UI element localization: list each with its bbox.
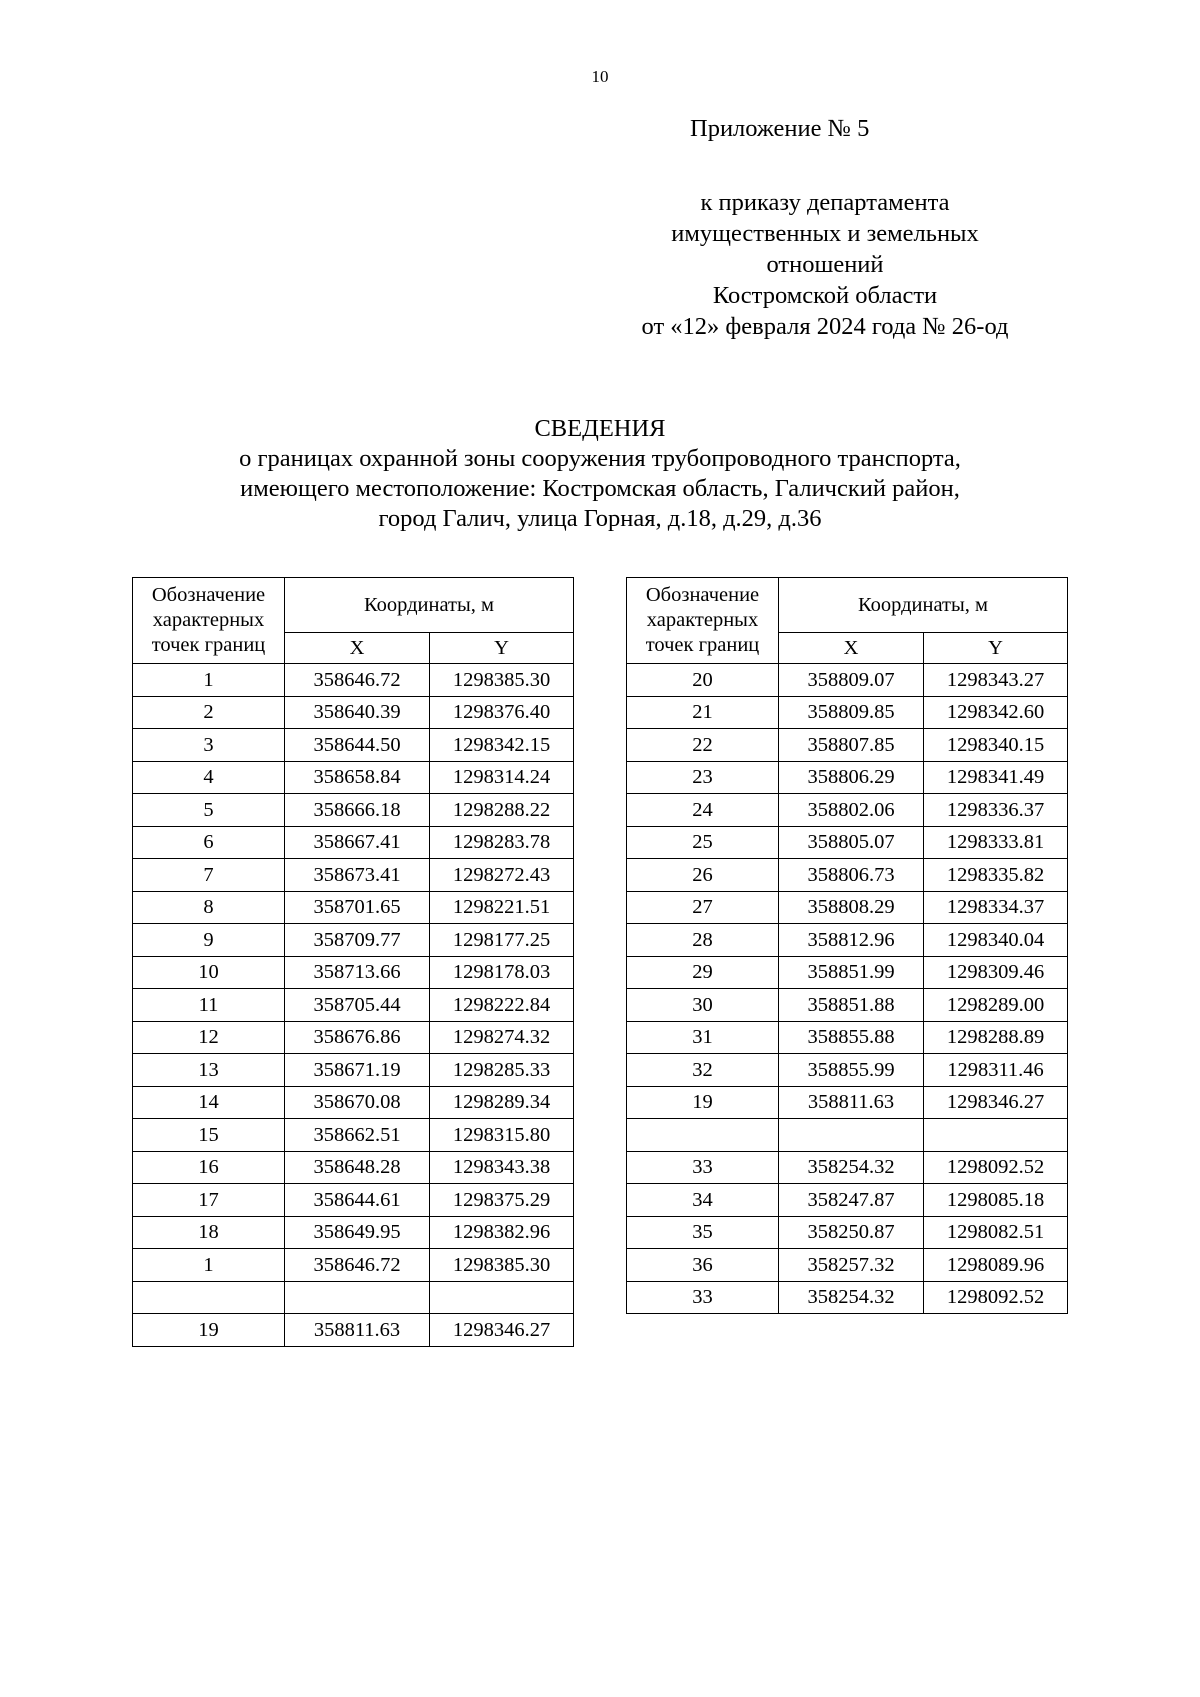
- table-row: [133, 696, 574, 729]
- point-number-cell: 28: [627, 924, 779, 957]
- point-number-cell: 22: [627, 729, 779, 762]
- y-coordinate-cell: 1298289.00: [924, 989, 1068, 1022]
- x-coordinate-cell: 358257.32: [779, 1249, 924, 1282]
- table-row: [627, 859, 1068, 892]
- title-line: о границах охранной зоны сооружения трубопроводного транспорта,: [239, 445, 961, 472]
- y-coordinate-cell: 1298178.03: [430, 956, 574, 989]
- x-coordinate-cell: [285, 1281, 430, 1314]
- x-coordinate-cell: 358709.77: [285, 924, 430, 957]
- table-row: [627, 891, 1068, 924]
- header-point-line: точек границ: [151, 634, 266, 656]
- y-coordinate-cell: 1298340.15: [924, 729, 1068, 762]
- x-coordinate-cell: 358809.85: [779, 696, 924, 729]
- table-row: [133, 859, 574, 892]
- point-number-cell: 32: [627, 1054, 779, 1087]
- y-coordinate-cell: 1298341.49: [924, 761, 1068, 794]
- point-number-cell: 9: [133, 924, 285, 957]
- header-coordinates: Координаты, м: [285, 578, 574, 633]
- y-coordinate-cell: 1298342.15: [430, 729, 574, 762]
- header-point-line: точек границ: [645, 634, 760, 656]
- table-row: [627, 1249, 1068, 1282]
- y-coordinate-cell: 1298221.51: [430, 891, 574, 924]
- table-row: [133, 1216, 574, 1249]
- table-row: [627, 956, 1068, 989]
- y-coordinate-cell: 1298343.38: [430, 1151, 574, 1184]
- table-body-right: [627, 664, 1068, 1314]
- x-coordinate-cell: 358855.88: [779, 1021, 924, 1054]
- order-ref-line: имущественных и земельных: [671, 220, 979, 247]
- table-row: [133, 1054, 574, 1087]
- x-coordinate-cell: 358667.41: [285, 826, 430, 859]
- x-coordinate-cell: 358640.39: [285, 696, 430, 729]
- table-row: [133, 956, 574, 989]
- x-coordinate-cell: 358851.99: [779, 956, 924, 989]
- x-coordinate-cell: 358812.96: [779, 924, 924, 957]
- table-row: [133, 1314, 574, 1347]
- y-coordinate-cell: 1298376.40: [430, 696, 574, 729]
- y-coordinate-cell: 1298082.51: [924, 1216, 1068, 1249]
- table-row: [627, 1216, 1068, 1249]
- point-number-cell: 2: [133, 696, 285, 729]
- x-coordinate-cell: 358254.32: [779, 1281, 924, 1314]
- y-coordinate-cell: 1298346.27: [924, 1086, 1068, 1119]
- y-coordinate-cell: 1298288.22: [430, 794, 574, 827]
- table-row: [627, 1119, 1068, 1152]
- table-row: [627, 1021, 1068, 1054]
- order-reference: [590, 187, 1060, 342]
- point-number-cell: 6: [133, 826, 285, 859]
- x-coordinate-cell: 358658.84: [285, 761, 430, 794]
- x-coordinate-cell: 358806.29: [779, 761, 924, 794]
- table-row: [133, 826, 574, 859]
- header-point-line: Обозначение: [645, 584, 760, 606]
- table-row: [627, 1151, 1068, 1184]
- point-number-cell: 3: [133, 729, 285, 762]
- x-coordinate-cell: 358705.44: [285, 989, 430, 1022]
- point-number-cell: [133, 1281, 285, 1314]
- coordinates-table-left: [132, 577, 574, 1347]
- table-row: [133, 1151, 574, 1184]
- point-number-cell: 12: [133, 1021, 285, 1054]
- y-coordinate-cell: 1298289.34: [430, 1086, 574, 1119]
- point-number-cell: 19: [627, 1086, 779, 1119]
- y-coordinate-cell: 1298311.46: [924, 1054, 1068, 1087]
- header-point-line: Обозначение: [151, 584, 266, 606]
- table-row: [133, 794, 574, 827]
- point-number-cell: 5: [133, 794, 285, 827]
- y-coordinate-cell: 1298315.80: [430, 1119, 574, 1152]
- x-coordinate-cell: 358254.32: [779, 1151, 924, 1184]
- point-number-cell: 26: [627, 859, 779, 892]
- table-row: [133, 761, 574, 794]
- y-coordinate-cell: 1298336.37: [924, 794, 1068, 827]
- x-coordinate-cell: 358851.88: [779, 989, 924, 1022]
- table-row: [627, 1054, 1068, 1087]
- y-coordinate-cell: 1298334.37: [924, 891, 1068, 924]
- table-body-left: [133, 664, 574, 1347]
- x-coordinate-cell: 358713.66: [285, 956, 430, 989]
- x-coordinate-cell: [779, 1119, 924, 1152]
- table-row: [627, 1086, 1068, 1119]
- y-coordinate-cell: 1298385.30: [430, 664, 574, 697]
- point-number-cell: 1: [133, 664, 285, 697]
- table-row: [133, 1249, 574, 1282]
- y-coordinate-cell: 1298092.52: [924, 1281, 1068, 1314]
- point-number-cell: 29: [627, 956, 779, 989]
- table-row: [133, 1281, 574, 1314]
- header-point-line: характерных: [152, 609, 265, 631]
- y-coordinate-cell: 1298285.33: [430, 1054, 574, 1087]
- point-number-cell: 10: [133, 956, 285, 989]
- point-number-cell: 30: [627, 989, 779, 1022]
- x-coordinate-cell: 358646.72: [285, 664, 430, 697]
- point-number-cell: 16: [133, 1151, 285, 1184]
- y-coordinate-cell: [430, 1281, 574, 1314]
- header-point-designation: [627, 578, 779, 664]
- point-number-cell: 14: [133, 1086, 285, 1119]
- x-coordinate-cell: 358648.28: [285, 1151, 430, 1184]
- table-row: [133, 1119, 574, 1152]
- point-number-cell: 15: [133, 1119, 285, 1152]
- x-coordinate-cell: 358802.06: [779, 794, 924, 827]
- x-coordinate-cell: 358250.87: [779, 1216, 924, 1249]
- y-coordinate-cell: 1298346.27: [430, 1314, 574, 1347]
- table-row: [133, 891, 574, 924]
- header-y: Y: [924, 633, 1068, 664]
- y-coordinate-cell: 1298089.96: [924, 1249, 1068, 1282]
- y-coordinate-cell: 1298222.84: [430, 989, 574, 1022]
- y-coordinate-cell: 1298085.18: [924, 1184, 1068, 1217]
- y-coordinate-cell: 1298314.24: [430, 761, 574, 794]
- y-coordinate-cell: 1298343.27: [924, 664, 1068, 697]
- x-coordinate-cell: 358855.99: [779, 1054, 924, 1087]
- point-number-cell: 23: [627, 761, 779, 794]
- y-coordinate-cell: 1298382.96: [430, 1216, 574, 1249]
- point-number-cell: 19: [133, 1314, 285, 1347]
- y-coordinate-cell: 1298283.78: [430, 826, 574, 859]
- point-number-cell: 18: [133, 1216, 285, 1249]
- y-coordinate-cell: 1298333.81: [924, 826, 1068, 859]
- point-number-cell: 13: [133, 1054, 285, 1087]
- header-x: X: [285, 633, 430, 664]
- header-y: Y: [430, 633, 574, 664]
- order-ref-line: от «12» февраля 2024 года № 26-од: [641, 313, 1009, 340]
- table-row: [627, 794, 1068, 827]
- y-coordinate-cell: 1298385.30: [430, 1249, 574, 1282]
- appendix-title: Приложение № 5: [690, 115, 870, 142]
- x-coordinate-cell: 358662.51: [285, 1119, 430, 1152]
- header-point-designation: [133, 578, 285, 664]
- table-row: [627, 1184, 1068, 1217]
- x-coordinate-cell: 358666.18: [285, 794, 430, 827]
- table-row: [627, 664, 1068, 697]
- table-row: [627, 1281, 1068, 1314]
- table-row: [627, 761, 1068, 794]
- point-number-cell: 4: [133, 761, 285, 794]
- table-row: [627, 989, 1068, 1022]
- title-line: город Галич, улица Горная, д.18, д.29, д.36: [378, 505, 822, 532]
- y-coordinate-cell: 1298340.04: [924, 924, 1068, 957]
- y-coordinate-cell: 1298092.52: [924, 1151, 1068, 1184]
- point-number-cell: 27: [627, 891, 779, 924]
- y-coordinate-cell: 1298288.89: [924, 1021, 1068, 1054]
- x-coordinate-cell: 358811.63: [779, 1086, 924, 1119]
- x-coordinate-cell: 358808.29: [779, 891, 924, 924]
- table-row: [133, 1086, 574, 1119]
- point-number-cell: 20: [627, 664, 779, 697]
- x-coordinate-cell: 358649.95: [285, 1216, 430, 1249]
- x-coordinate-cell: 358807.85: [779, 729, 924, 762]
- y-coordinate-cell: 1298309.46: [924, 956, 1068, 989]
- table-row: [627, 826, 1068, 859]
- x-coordinate-cell: 358676.86: [285, 1021, 430, 1054]
- point-number-cell: 33: [627, 1151, 779, 1184]
- point-number-cell: 35: [627, 1216, 779, 1249]
- point-number-cell: 33: [627, 1281, 779, 1314]
- coordinates-table-right: [626, 577, 1068, 1314]
- order-ref-line: Костромской области: [712, 282, 938, 309]
- header-x: X: [779, 633, 924, 664]
- table-row: [133, 924, 574, 957]
- x-coordinate-cell: 358805.07: [779, 826, 924, 859]
- x-coordinate-cell: 358811.63: [285, 1314, 430, 1347]
- table-row: [627, 729, 1068, 762]
- order-ref-line: отношений: [766, 251, 884, 278]
- y-coordinate-cell: 1298335.82: [924, 859, 1068, 892]
- y-coordinate-cell: 1298177.25: [430, 924, 574, 957]
- point-number-cell: 34: [627, 1184, 779, 1217]
- table-row: [627, 924, 1068, 957]
- point-number-cell: 24: [627, 794, 779, 827]
- x-coordinate-cell: 358646.72: [285, 1249, 430, 1282]
- y-coordinate-cell: 1298274.32: [430, 1021, 574, 1054]
- table-row: [133, 989, 574, 1022]
- point-number-cell: 1: [133, 1249, 285, 1282]
- x-coordinate-cell: 358806.73: [779, 859, 924, 892]
- table-row: [133, 1184, 574, 1217]
- y-coordinate-cell: 1298272.43: [430, 859, 574, 892]
- point-number-cell: 36: [627, 1249, 779, 1282]
- y-coordinate-cell: 1298342.60: [924, 696, 1068, 729]
- x-coordinate-cell: 358673.41: [285, 859, 430, 892]
- x-coordinate-cell: 358644.50: [285, 729, 430, 762]
- point-number-cell: 17: [133, 1184, 285, 1217]
- document-title: [0, 414, 1200, 534]
- page-number: 10: [591, 67, 609, 86]
- x-coordinate-cell: 358644.61: [285, 1184, 430, 1217]
- point-number-cell: [627, 1119, 779, 1152]
- x-coordinate-cell: 358701.65: [285, 891, 430, 924]
- title-heading: СВЕДЕНИЯ: [534, 415, 666, 442]
- order-ref-line: к приказу департамента: [700, 189, 950, 216]
- point-number-cell: 31: [627, 1021, 779, 1054]
- point-number-cell: 21: [627, 696, 779, 729]
- table-row: [133, 1021, 574, 1054]
- header-point-line: характерных: [646, 609, 759, 631]
- x-coordinate-cell: 358671.19: [285, 1054, 430, 1087]
- point-number-cell: 25: [627, 826, 779, 859]
- x-coordinate-cell: 358809.07: [779, 664, 924, 697]
- table-row: [133, 664, 574, 697]
- y-coordinate-cell: [924, 1119, 1068, 1152]
- table-row: [133, 729, 574, 762]
- x-coordinate-cell: 358247.87: [779, 1184, 924, 1217]
- point-number-cell: 11: [133, 989, 285, 1022]
- point-number-cell: 8: [133, 891, 285, 924]
- table-row: [627, 696, 1068, 729]
- y-coordinate-cell: 1298375.29: [430, 1184, 574, 1217]
- title-line: имеющего местоположение: Костромская область, Галичский район,: [240, 475, 960, 502]
- point-number-cell: 7: [133, 859, 285, 892]
- header-coordinates: Координаты, м: [779, 578, 1068, 633]
- x-coordinate-cell: 358670.08: [285, 1086, 430, 1119]
